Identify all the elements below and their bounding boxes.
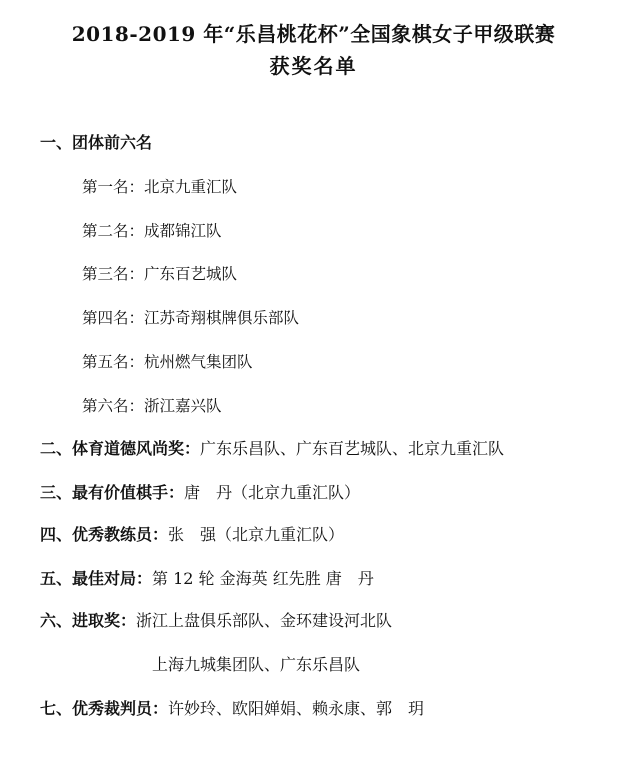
section-progress-award xyxy=(40,611,392,631)
place-first: 第一名：北京九重汇队 xyxy=(82,178,238,196)
place-fourth: 第四名：江苏奇翔棋牌俱乐部队 xyxy=(82,309,300,327)
section-heading: 六、进取奖： xyxy=(40,611,137,630)
section-best-referees xyxy=(40,699,424,719)
section-heading: 二、体育道德风尚奖： xyxy=(40,439,201,458)
section-text: 许妙玲、欧阳婵娟、赖永康、郭 玥 xyxy=(168,699,425,718)
section-text: 张 强（北京九重汇队） xyxy=(168,525,345,544)
place-second: 第二名：成都锦江队 xyxy=(82,222,222,240)
document-subtitle: 获奖名单 xyxy=(269,54,358,78)
section-best-game xyxy=(40,569,374,589)
place-third: 第三名：广东百艺城队 xyxy=(82,265,238,283)
section-progress-award-continued: 上海九城集团队、广东乐昌队 xyxy=(152,655,361,674)
section-mvp xyxy=(40,483,360,503)
section-text: 浙江上盘俱乐部队、金环建设河北队 xyxy=(136,611,393,630)
section-heading: 三、最有价值棋手： xyxy=(40,483,185,502)
section-team-top-six xyxy=(40,133,152,153)
section-best-coach xyxy=(40,525,344,545)
place-sixth: 第六名：浙江嘉兴队 xyxy=(82,397,222,415)
section-heading: 四、优秀教练员： xyxy=(40,525,169,544)
section-sportsmanship-award xyxy=(40,439,504,459)
place-fifth: 第五名：杭州燃气集团队 xyxy=(82,353,253,371)
section-heading: 一、团体前六名 xyxy=(40,133,153,152)
section-text: 第 12 轮 金海英 红先胜 唐 丹 xyxy=(152,569,374,588)
section-heading: 五、最佳对局： xyxy=(40,569,153,588)
document-title: 2018-2019 年“乐昌桃花杯”全国象棋女子甲级联赛 xyxy=(71,22,556,46)
section-text: 唐 丹（北京九重汇队） xyxy=(184,483,361,502)
section-text: 广东乐昌队、广东百艺城队、北京九重汇队 xyxy=(200,439,505,458)
section-heading: 七、优秀裁判员： xyxy=(40,699,169,718)
